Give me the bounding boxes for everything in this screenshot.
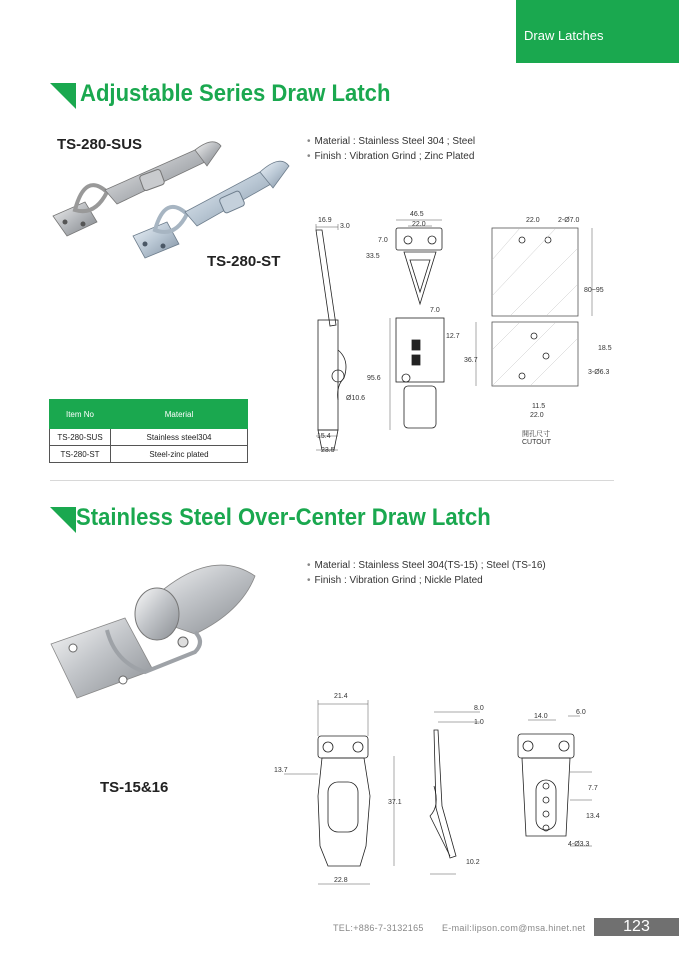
dim-cutout-6: 11.5 [532,403,546,410]
page-number-tag [594,918,679,936]
dim-front-width: 21.4 [334,693,348,700]
technical-drawing-overcenter-latch [270,686,610,896]
dim-base-5: 4-Ø3.3 [568,841,590,848]
spec-material-2: • Material : Stainless Steel 304(TS-15) ; Steel (TS-16) [307,560,546,571]
column-header-material: Material [111,400,248,429]
dim-front-6: 12.7 [446,333,460,340]
cutout-label: CUTOUT [522,439,552,446]
dim-front-3: 7.0 [378,237,388,244]
spec-material: • Material : Stainless Steel 304 ; Steel [307,136,475,147]
technical-drawing-adjustable-latch [300,200,620,460]
dim-front-2: 22.0 [412,221,426,228]
spec-finish-2: • Finish : Vibration Grind ; Nickle Plated [307,575,483,586]
dim-side-5: 15.4 [317,433,331,440]
dim-side-thickness: 1.0 [474,719,484,726]
dim-base-4: 13.4 [586,813,600,820]
category-tab [516,0,679,63]
dim-front-5: 7.0 [430,307,440,314]
dim-base-2: 6.0 [576,709,586,716]
product-photo-overcenter-latch [45,552,275,712]
dim-front-height: 37.1 [388,799,402,806]
dim-cutout-7: 22.0 [530,412,544,419]
section-divider [50,480,614,481]
dim-side-2: 3.0 [340,223,350,230]
dim-cutout-1: 22.0 [526,217,540,224]
model-label-sus: TS-280-SUS [57,136,143,153]
dim-front-7: 36.7 [464,357,478,364]
footer-tel: TEL:+886-7-3132165 [333,923,424,933]
section-marker-icon [50,507,76,533]
dim-front-bottom: 22.8 [334,877,348,884]
page-number: 123 [623,918,650,935]
category-tab-label: Draw Latches [524,28,604,43]
dim-cutout-3: 80~95 [584,287,604,294]
material-table [49,399,248,463]
table-cell: TS-280-ST [50,446,111,463]
table-cell: TS-280-SUS [50,429,111,446]
dim-cutout-4: 18.5 [598,345,612,352]
dim-front-4: 33.5 [366,253,380,260]
section1-title: Adjustable Series Draw Latch [80,80,391,107]
dim-side-6: 23.5 [321,447,335,454]
model-label-st: TS-280-ST [207,253,281,270]
section2-title: Stainless Steel Over-Center Draw Latch [76,504,491,531]
dim-side-bottom: 10.2 [466,859,480,866]
dim-side-top: 8.0 [474,705,484,712]
table-row [50,446,248,463]
dim-side-1: 16.9 [318,217,332,224]
table-row [50,429,248,446]
section-marker-icon [50,83,76,109]
table-cell: Steel-zinc plated [111,446,248,463]
cutout-label-cn: 開孔尺寸 [522,431,550,438]
table-header-row [50,400,248,429]
dim-front-1: 46.5 [410,211,424,218]
table-cell: Stainless steel304 [111,429,248,446]
dim-cutout-2: 2-Ø7.0 [558,217,580,224]
spec-finish: • Finish : Vibration Grind ; Zinc Plated [307,151,474,162]
dim-cutout-5: 3-Ø6.3 [588,369,610,376]
dim-base-3: 7.7 [588,785,598,792]
dim-base-1: 14.0 [534,713,548,720]
dim-front-offset: 13.7 [274,767,288,774]
footer-email: E-mail:lipson.com@msa.hinet.net [442,923,586,933]
dim-side-3: 95.6 [367,375,381,382]
dim-side-4: Ø10.6 [346,395,366,402]
model-label-ts15-16: TS-15&16 [100,779,169,796]
product-photo-adjustable-latch [45,132,290,272]
column-header-item-no: Item No [50,400,111,429]
